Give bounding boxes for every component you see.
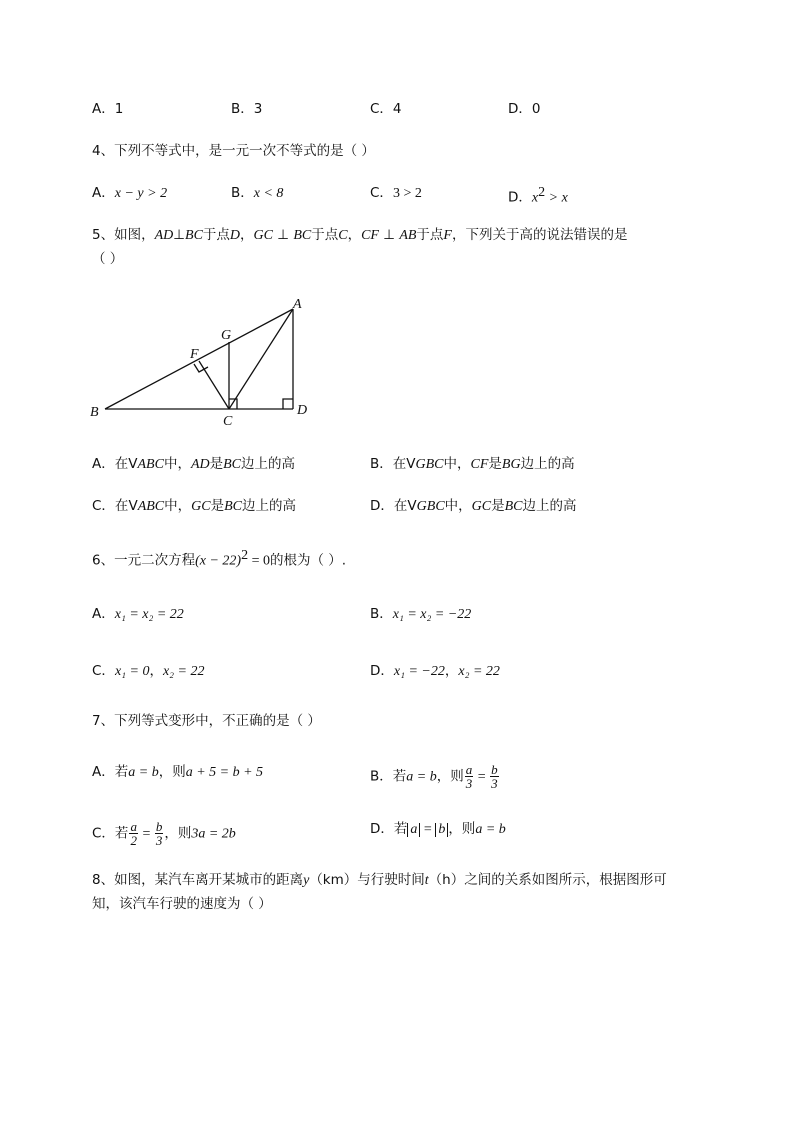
q7-stem: 7、下列等式变形中，不正确的是（ ） (92, 713, 321, 729)
label-c: C (223, 414, 233, 429)
label-d: D (297, 403, 308, 418)
right-angle-mark-d (283, 399, 293, 409)
q3-option-d: D．0 (508, 101, 541, 117)
label-a: A (293, 297, 302, 312)
q5-option-a: A．在VABC中，AD是BC边上的高 (92, 456, 296, 472)
q4-stem: 4、下列不等式中，是一元一次不等式的是（ ） (92, 143, 375, 159)
q7-option-d: D．若 a = b ，则a = b (370, 821, 506, 837)
q5-option-c: C．在VABC中，GC是BC边上的高 (92, 498, 296, 514)
q4-option-c: C．3 > 2 (370, 185, 422, 201)
q7-option-a: A．若a = b，则a + 5 = b + 5 (92, 764, 264, 780)
q5-stem: 5、如图，AD⊥BC于点D，GC ⊥ BC于点C，CF ⊥ AB于点F，下列关于高的说法错误的是 (92, 227, 628, 243)
q6-option-d: D．x₁ = −22，x₂ = 22 (370, 663, 500, 679)
q3-option-c: C．4 (370, 101, 402, 117)
label-f: F (190, 347, 199, 362)
segment-ab (105, 309, 293, 409)
q4-option-d: D．$x^2 > x$ (508, 185, 568, 206)
label-b: B (90, 405, 99, 420)
segment-cf (199, 361, 229, 409)
q6-stem: 6、一元二次方程$(x - 22)^2 = 0$的根为（ ）. (92, 548, 347, 569)
q8-stem-line2: 知，该汽车行驶的速度为（ ） (92, 896, 272, 912)
q3-option-b: B．3 (231, 101, 263, 117)
q6-option-c: C．x₁ = 0，x₂ = 22 (92, 663, 205, 679)
q6-option-a: A．x₁ = x₂ = 22 (92, 606, 184, 622)
segment-ac (229, 309, 293, 409)
q7-option-b: B．若a = b，则 $\frac{a}{3}$ = $\frac{b}{3}$ (370, 762, 498, 791)
q5-answer-paren: （ ） (92, 251, 124, 267)
q8-stem-line1: 8、如图，某汽车离开某城市的距离y（km）与行驶时间t（h）之间的关系如图所示，根据图形可 (92, 872, 667, 888)
q4-option-b: B．x < 8 (231, 185, 284, 201)
label-g: G (221, 328, 232, 343)
q4-option-a: A．x − y > 2 (92, 185, 168, 201)
triangle-figure (88, 292, 328, 432)
q5-option-d: D．在VGBC中，GC是BC边上的高 (370, 498, 577, 514)
q7-option-c: C．若 $\frac{a}{2}$ = $\frac{b}{3}$ ，则3a = 2b (92, 819, 236, 848)
q5-option-b: B．在VGBC中，CF是BG边上的高 (370, 456, 575, 472)
q6-option-b: B．x₁ = x₂ = −22 (370, 606, 472, 622)
q3-option-a: A．1 (92, 101, 124, 117)
